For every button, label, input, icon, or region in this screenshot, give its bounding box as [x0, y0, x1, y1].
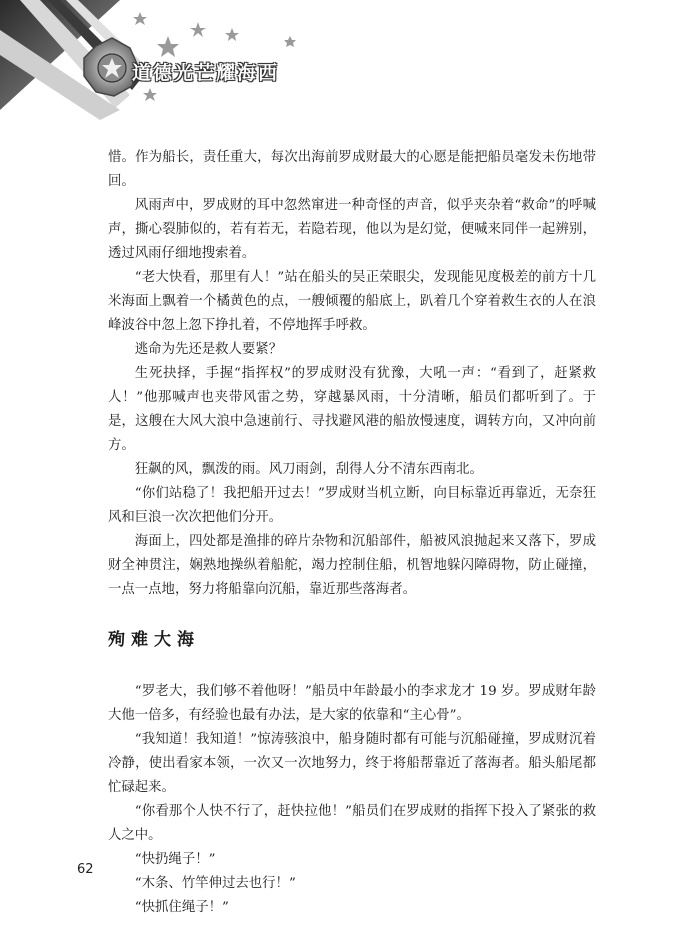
paragraph: 狂飙的风，飘泼的雨。风刀雨剑，刮得人分不清东西南北。	[134, 462, 483, 477]
page-body	[108, 146, 596, 920]
page-number: 62	[77, 862, 94, 877]
paragraph: 海面上，四处都是渔排的碎片杂物和沉船部件，船被风浪抛起来又落下，罗成财全神贯注，娴熟地操纵着船舵，竭力控制住船，机智地躲闪障碍物，防止碰撞，一点一点地，努力将船靠向沉船，靠近那些落海者。	[108, 534, 596, 597]
paragraph: “罗老大，我们够不着他呀！”船员中年龄最小的李求龙才 19 岁。罗成财年龄大他一倍多，有经验也最有办法，是大家的依靠和“主心骨”。	[108, 684, 596, 723]
header-title: 道德光芒耀海西	[132, 62, 280, 84]
paragraph: 逃命为先还是救人要紧？	[134, 342, 283, 357]
paragraph: “你看那个人快不行了，赶快拉他！”船员们在罗成财的指挥下投入了紧张的救人之中。	[108, 804, 596, 843]
paragraph: “快抓住绳子！”	[134, 900, 229, 915]
paragraph: 风雨声中，罗成财的耳中忽然窜进一种奇怪的声音，似乎夹杂着“救命”的呼喊声，撕心裂肺似的，若有若无，若隐若现，他以为是幻觉，便喊来同伴一起辨别，透过风雨仔细地搜索着。	[108, 198, 596, 261]
paragraph: 惜。作为船长，责任重大，每次出海前罗成财最大的心愿是能把船员毫发未伤地带回。	[108, 150, 596, 189]
paragraph: “快扔绳子！”	[134, 852, 216, 867]
paragraph: “你们站稳了！我把船开过去！”罗成财当机立断，向目标靠近再靠近，无奈狂风和巨浪一次次把他们分开。	[108, 486, 596, 525]
paragraph: “我知道！我知道！”惊涛骇浪中，船身随时都有可能与沉船碰撞，罗成财沉着冷静，使出看家本领，一次又一次地努力，终于将船帮靠近了落海者。船头船尾都忙碌起来。	[108, 732, 596, 795]
section-title: 殉难大海	[108, 630, 200, 650]
paragraph: “老大快看，那里有人！”站在船头的吴正荣眼尖，发现能见度极差的前方十几米海面上飘着一个橘黄色的点，一艘倾覆的船底上，趴着几个穿着救生衣的人在浪峰波谷中忽上忽下挣扎着，不停地挥手呼救。	[108, 270, 596, 333]
paragraph: “木条、竹竿伸过去也行！”	[134, 876, 296, 891]
paragraph: 生死抉择，手握“指挥权”的罗成财没有犹豫，大吼一声：“看到了，赶紧救人！”他那喊声也夹带风雷之势，穿越暴风雨，十分清晰，船员们都听到了。于是，这艘在大风大浪中急速前行、寻找避风港的船放慢速度，调转方向，又冲向前方。	[108, 366, 596, 453]
